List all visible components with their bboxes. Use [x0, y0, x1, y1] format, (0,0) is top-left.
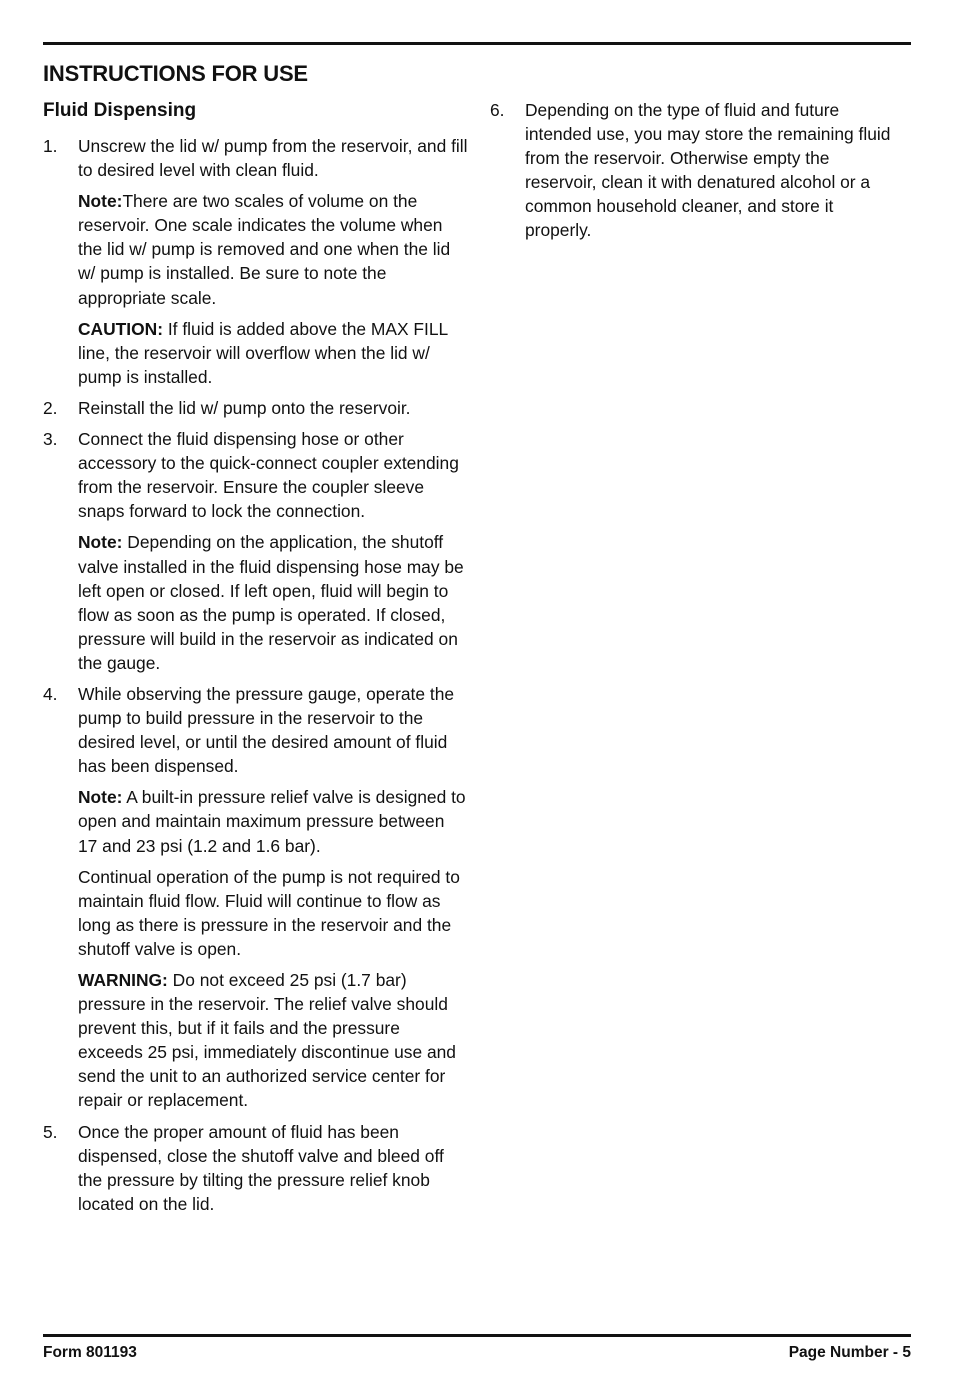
bottom-rule — [43, 1334, 911, 1337]
step-number: 5. — [43, 1121, 58, 1142]
note-label: Note: — [78, 787, 123, 808]
top-rule — [43, 42, 911, 45]
step-4 — [43, 682, 468, 1113]
left-column — [43, 98, 468, 1223]
step-number: 1. — [43, 136, 58, 156]
page-number: Page Number - 5 — [788, 1344, 911, 1361]
step-text: Reinstall the lid w/ pump onto the reservoir. — [78, 397, 411, 418]
step-5 — [43, 1120, 468, 1216]
page-title: INSTRUCTIONS FOR USE — [43, 61, 308, 86]
step-3 — [43, 427, 468, 675]
step-text: Continual operation of the pump is not required to maintain fluid flow. Fluid will continue to flow as long as there is pressure in the reservoir and the shutoff valve is open. — [78, 866, 460, 959]
note-label: Note: — [78, 191, 123, 212]
step-note: Note:There are two scales of volume on the reservoir. One scale indicates the volume when the lid w/ pump is removed and one when the lid w/ pump is installed. Be sure to note the appropriate scale. — [78, 191, 451, 308]
step-1 — [43, 134, 468, 389]
step-number: 4. — [43, 683, 58, 704]
step-text: Depending on the type of fluid and future intended use, you may store the remaining fluid from the reservoir. Otherwise empty the reservoir, clean it with denatured alcohol or a common household cleaner, and store it properly. — [525, 100, 891, 241]
step-note: Note: A built-in pressure relief valve is designed to open and maintain maximum pressure between 17 and 23 psi (1.2 and 1.6 bar). — [78, 787, 466, 856]
note-label: Note: — [78, 532, 123, 553]
step-number: 3. — [43, 429, 58, 450]
right-column — [490, 98, 902, 250]
step-text: Unscrew the lid w/ pump from the reservoir, and fill to desired level with clean fluid. — [78, 136, 468, 181]
form-number: Form 801193 — [43, 1344, 137, 1361]
step-6 — [490, 98, 902, 243]
section-title: Fluid Dispensing — [43, 100, 197, 121]
step-text: While observing the pressure gauge, operate the pump to build pressure in the reservoir to the desired level, or until the desired amount of fluid has been dispensed. — [78, 683, 455, 777]
step-note: Note: Depending on the application, the shutoff valve installed in the fluid dispensing hose may be left open or closed. If left open, fluid will begin to flow as soon as the pump is operated. If closed, pressure will build in the reservoir as indicated on the gauge. — [78, 532, 464, 673]
step-number: 2. — [43, 397, 58, 418]
step-2 — [43, 396, 468, 420]
caution-label: CAUTION: — [78, 318, 164, 339]
warning-label: WARNING: — [78, 970, 168, 990]
step-text: Connect the fluid dispensing hose or other accessory to the quick-connect coupler extending from the reservoir. Ensure the coupler sleeve snaps forward to lock the connection. — [78, 429, 459, 522]
step-warning: WARNING: Do not exceed 25 psi (1.7 bar) pressure in the reservoir. The relief valve should prevent this, but if it fails and the pressure exceeds 25 psi, immediately discontinue use and send the unit to an authorized service center for repair or replacement. — [78, 970, 456, 1111]
step-text: Once the proper amount of fluid has been dispensed, close the shutoff valve and bleed off the pressure by tilting the pressure relief knob located on the lid. — [78, 1121, 444, 1214]
step-number: 6. — [490, 100, 505, 120]
step-caution: CAUTION: If fluid is added above the MAX FILL line, the reservoir will overflow when the lid w/ pump is installed. — [78, 318, 448, 387]
